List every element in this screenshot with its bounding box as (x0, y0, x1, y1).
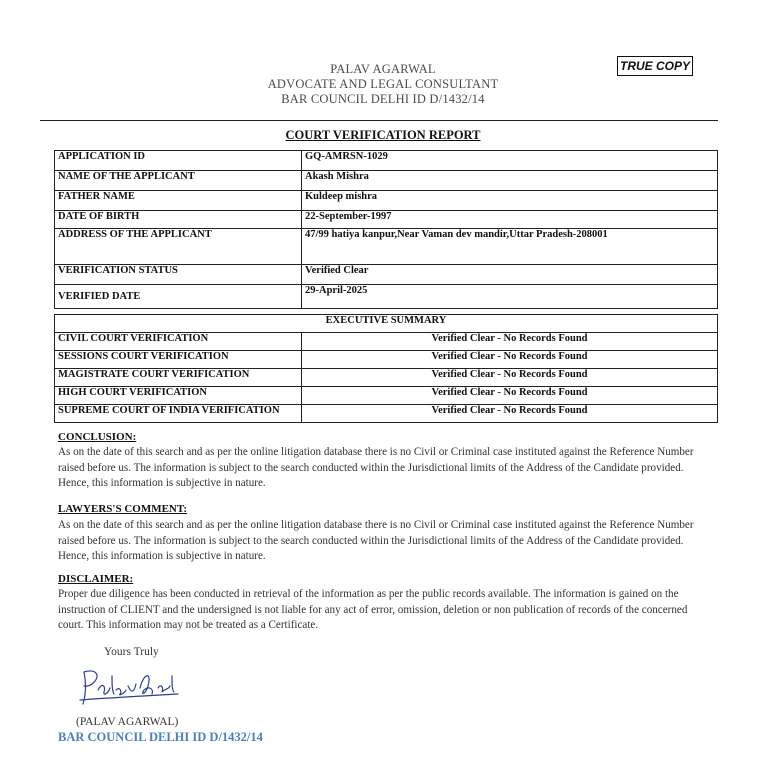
report-title: COURT VERIFICATION REPORT (285, 128, 481, 142)
conclusion-heading: CONCLUSION: (58, 431, 137, 443)
table-row (55, 191, 718, 211)
detail-label: VERIFIED DATE (55, 285, 302, 309)
disclaimer-heading: DISCLAIMER: (58, 573, 134, 585)
court-result: Verified Clear - No Records Found (302, 387, 718, 405)
detail-value: 22-September-1997 (302, 211, 718, 229)
court-result: Verified Clear - No Records Found (302, 369, 718, 387)
court-label: CIVIL COURT VERIFICATION (55, 333, 302, 351)
table-row (55, 405, 718, 423)
table-row (55, 315, 718, 333)
detail-label: ADDRESS OF THE APPLICANT (55, 229, 302, 265)
conclusion-text: As on the date of this search and as per the online litigation database there is no Civil or Criminal case instituted against the Reference Number raised before us. The information is subject to the search conducted within the Jurisdictional limits of the Address of the Candidate provided. Hence, this information is subjective in nature. (58, 446, 694, 489)
handwritten-signature (74, 664, 184, 708)
table-row (55, 333, 718, 351)
detail-value: 47/99 hatiya kanpur,Near Vaman dev mandir,Uttar Pradesh-208001 (302, 229, 718, 265)
table-row (55, 387, 718, 405)
detail-value: Kuldeep mishra (302, 191, 718, 211)
detail-label: FATHER NAME (55, 191, 302, 211)
executive-summary-table (54, 314, 718, 423)
advocate-bar-id: BAR COUNCIL DELHI ID D/1432/14 (281, 92, 485, 106)
court-label: MAGISTRATE COURT VERIFICATION (55, 369, 302, 387)
detail-label: VERIFICATION STATUS (55, 265, 302, 285)
advocate-designation: ADVOCATE AND LEGAL CONSULTANT (267, 77, 499, 91)
detail-value: GQ-AMRSN-1029 (302, 151, 718, 171)
disclaimer-text: Proper due diligence has been conducted in retrieval of the information as per the public records available. The information is gained on the instruction of CLIENT and the undersigned is not liable for any act of error, omission, deletion or non publication of records of the concerned court. This information may not be treated as a Certificate. (58, 588, 688, 631)
court-label: SESSIONS COURT VERIFICATION (55, 351, 302, 369)
applicant-details-table (54, 150, 718, 309)
true-copy-stamp: TRUE COPY (617, 56, 693, 76)
detail-value: Akash Mishra (302, 171, 718, 191)
advocate-name: PALAV AGARWAL (330, 62, 436, 76)
header-divider (40, 120, 718, 121)
table-row (55, 211, 718, 229)
signatory-name: (PALAV AGARWAL) (76, 716, 179, 728)
court-label: HIGH COURT VERIFICATION (55, 387, 302, 405)
table-row (55, 229, 718, 265)
detail-label: NAME OF THE APPLICANT (55, 171, 302, 191)
court-result: Verified Clear - No Records Found (302, 351, 718, 369)
court-result: Verified Clear - No Records Found (302, 405, 718, 423)
court-label: SUPREME COURT OF INDIA VERIFICATION (55, 405, 302, 423)
detail-value: Verified Clear (302, 265, 718, 285)
table-row (55, 351, 718, 369)
table-row (55, 171, 718, 191)
table-row (55, 285, 718, 309)
court-result: Verified Clear - No Records Found (302, 333, 718, 351)
lawyers-comment-heading: LAWYERS'S COMMENT: (58, 503, 188, 515)
lawyers-comment-text: As on the date of this search and as per the online litigation database there is no Civil or Criminal case instituted against the Reference Number raised before us. The information is subject to the search conducted within the Jurisdictional limits of the Address of the Candidate provided. Hence, this information is subjective in nature. (58, 519, 694, 562)
detail-label: APPLICATION ID (55, 151, 302, 171)
yours-truly: Yours Truly (104, 646, 159, 658)
detail-value: 29-April-2025 (302, 285, 718, 309)
table-row (55, 151, 718, 171)
table-row (55, 369, 718, 387)
detail-label: DATE OF BIRTH (55, 211, 302, 229)
signatory-bar-id: BAR COUNCIL DELHI ID D/1432/14 (58, 730, 263, 744)
table-row (55, 265, 718, 285)
executive-summary-heading: EXECUTIVE SUMMARY (55, 315, 718, 333)
